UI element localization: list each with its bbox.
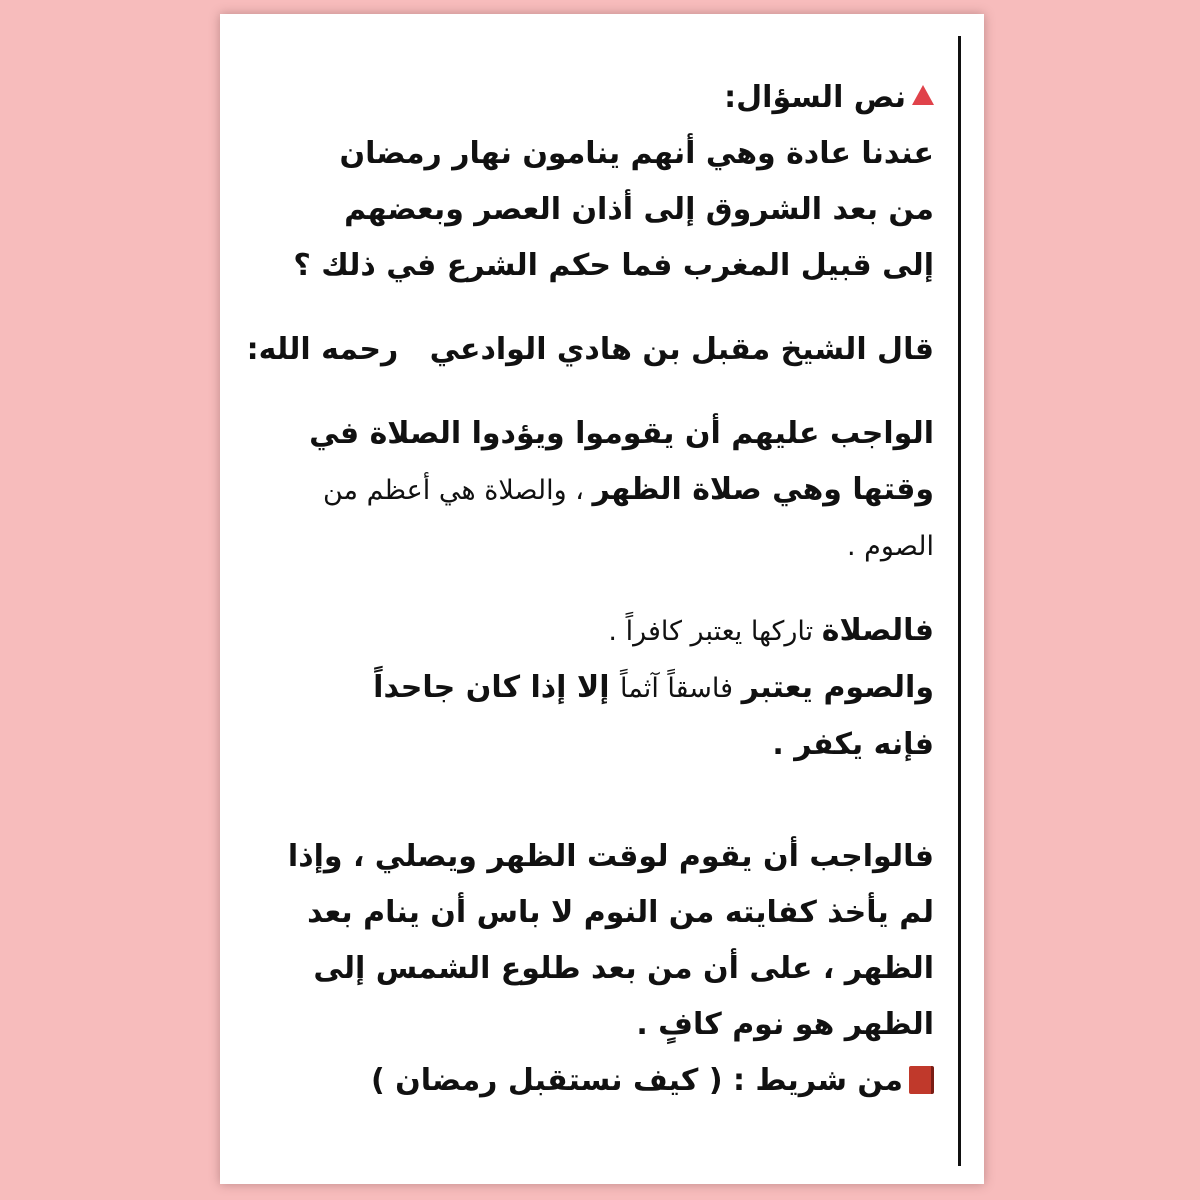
para2-line2-bold-b: إلا إذا كان جاحداً xyxy=(373,670,620,705)
spacer xyxy=(304,575,934,603)
answer-para1-line-2 xyxy=(304,462,934,519)
question-line-2: من بعد الشروق إلى أذان العصر وبعضهم xyxy=(344,192,934,227)
para2-line1-light: تاركها يعتبر كافراً . xyxy=(608,616,822,647)
answer-para1-line-1: الواجب عليهم أن يقوموا ويؤدوا الصلاة في xyxy=(309,416,934,451)
question-heading-line xyxy=(304,70,934,126)
para1-line2-bold: وقتها وهي صلاة الظهر xyxy=(592,472,934,507)
document-card xyxy=(220,14,984,1184)
spacer xyxy=(304,773,934,829)
para2-line2-light: فاسقاً آثماً xyxy=(619,673,742,704)
answer-para2-line-3: فإنه يكفر . xyxy=(772,727,934,762)
answer-para1-line-3: الصوم . xyxy=(847,531,934,562)
question-line-1: عندنا عادة وهي أنهم ينامون نهار رمضان xyxy=(339,136,934,171)
question-line-3: إلى قبيل المغرب فما حكم الشرع في ذلك ؟ xyxy=(293,248,934,283)
source-line xyxy=(304,1053,934,1109)
spacer xyxy=(304,378,934,406)
answer-para3-line-1: فالواجب أن يقوم لوقت الظهر ويصلي ، وإذا xyxy=(287,839,934,874)
question-heading: نص السؤال: xyxy=(724,80,906,115)
spacer xyxy=(304,294,934,322)
answer-para3-line-3: الظهر ، على أن من بعد طلوع الشمس إلى xyxy=(313,951,934,986)
para2-line2-bold-a: والصوم يعتبر xyxy=(741,670,934,705)
red-book-icon xyxy=(909,1066,934,1094)
para2-line1-bold: فالصلاة xyxy=(821,613,934,648)
answer-para2-line-1 xyxy=(304,603,934,660)
vertical-divider xyxy=(958,36,961,1166)
answer-para3-line-4: الظهر هو نوم كافٍ . xyxy=(636,1007,934,1042)
fatwa-text xyxy=(246,70,934,1109)
red-triangle-icon xyxy=(912,85,934,105)
answer-para3-line-2: لم يأخذ كفايته من النوم لا باس أن ينام بعد xyxy=(307,895,934,930)
sheikh-attribution: قال الشيخ مقبل بن هادي الوادعي رحمه الله: xyxy=(246,332,934,367)
answer-para2-line-2 xyxy=(304,660,934,717)
para1-line2-light: ، والصلاة هي أعظم من xyxy=(322,475,593,506)
source-text: من شريط : ( كيف نستقبل رمضان ) xyxy=(370,1063,903,1098)
